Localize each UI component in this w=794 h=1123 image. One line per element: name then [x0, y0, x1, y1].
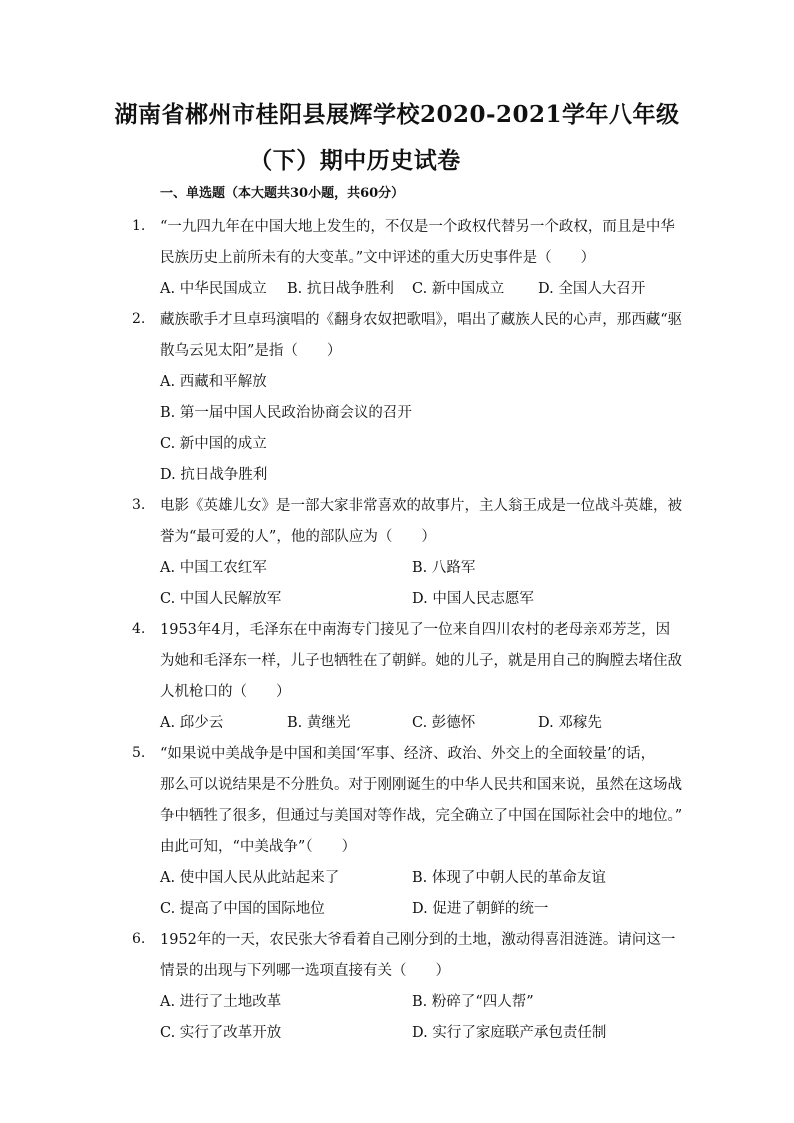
option-a[interactable]: A. 西藏和平解放 [160, 374, 267, 390]
question-text: 散乌云见太阳”是指（ ） [160, 343, 342, 359]
question-text: “如果说中美战争是中国和美国‘军事、经济、政治、外交上的全面较量’的话， [160, 746, 656, 762]
option-c[interactable]: C. 新中国成立 [412, 281, 505, 297]
option-b[interactable]: B. 第一届中国人民政治协商会议的召开 [160, 405, 412, 421]
option-a[interactable]: A. 中华民国成立 [160, 281, 267, 297]
option-d[interactable]: D. 抗日战争胜利 [160, 467, 268, 483]
question-text: 1952年的一天，农民张大爷看着自己刚分到的土地，激动得喜泪涟涟。请问这一 [160, 932, 676, 948]
option-d[interactable]: D. 全国人大召开 [538, 281, 646, 297]
question-text: 那么可以说结果是不分胜负。对于刚刚诞生的中华人民共和国来说，虽然在这场战 [160, 777, 682, 793]
option-c[interactable]: C. 新中国的成立 [160, 436, 267, 452]
option-d[interactable]: D. 邓稼先 [538, 715, 602, 731]
section-heading: 一、单选题（本大题共30小题，共60分） [160, 186, 405, 201]
question-number: 3. [132, 497, 146, 513]
question-text: 由此可知，“中美战争”（ ） [160, 839, 357, 855]
question-text: 为她和毛泽东一样，儿子也牺牲在了朝鲜。她的儿子，就是用自己的胸膛去堵住敌 [160, 653, 682, 669]
option-d[interactable]: D. 实行了家庭联产承包责任制 [412, 1025, 607, 1041]
question-number: 4. [132, 621, 146, 637]
option-c[interactable]: C. 提高了中国的国际地位 [160, 901, 325, 917]
question-text: 情景的出现与下列哪一选项直接有关（ ） [160, 963, 450, 979]
question-number: 1. [132, 218, 146, 234]
question-text: 誉为“最可爱的人”，他的部队应为（ ） [160, 529, 436, 545]
option-a[interactable]: A. 中国工农红军 [160, 560, 267, 576]
option-b[interactable]: B. 抗日战争胜利 [287, 281, 394, 297]
question-number: 2. [132, 311, 146, 327]
question-text: 人机枪口的（ ） [160, 684, 291, 700]
option-d[interactable]: D. 中国人民志愿军 [412, 591, 534, 607]
option-b[interactable]: B. 粉碎了“四人帮” [412, 994, 534, 1010]
option-a[interactable]: A. 邱少云 [160, 715, 224, 731]
question-text: 藏族歌手才旦卓玛演唱的《翻身农奴把歌唱》，唱出了藏族人民的心声，那西藏“驱 [160, 312, 683, 328]
option-c[interactable]: C. 中国人民解放军 [160, 591, 282, 607]
option-b[interactable]: B. 体现了中朝人民的革命友谊 [412, 870, 606, 886]
question-text: 1953年4月，毛泽东在中南海专门接见了一位来自四川农村的老母亲邓芳芝，因 [160, 622, 671, 638]
page-subtitle: （下）期中历史试卷 [249, 147, 461, 174]
page-title: 湖南省郴州市桂阳县展辉学校2020-2021学年八年级 [114, 101, 680, 128]
question-number: 6. [132, 931, 146, 947]
option-b[interactable]: B. 八路军 [412, 560, 476, 576]
question-text: 电影《英雄儿女》是一部大家非常喜欢的故事片，主人翁王成是一位战斗英雄，被 [160, 498, 682, 514]
question-text: “一九四九年在中国大地上发生的，不仅是一个政权代替另一个政权，而且是中华 [160, 219, 675, 235]
option-b[interactable]: B. 黄继光 [287, 715, 351, 731]
option-a[interactable]: A. 进行了土地改革 [160, 994, 282, 1010]
option-c[interactable]: C. 实行了改革开放 [160, 1025, 282, 1041]
option-d[interactable]: D. 促进了朝鲜的统一 [412, 901, 549, 917]
question-text: 民族历史上前所未有的大变革。”文中评述的重大历史事件是（ ） [160, 250, 596, 266]
option-c[interactable]: C. 彭德怀 [412, 715, 476, 731]
question-number: 5. [132, 745, 146, 761]
question-text: 争中牺牲了很多，但通过与美国对等作战，完全确立了中国在国际社会中的地位。” [160, 808, 683, 824]
option-a[interactable]: A. 使中国人民从此站起来了 [160, 870, 340, 886]
